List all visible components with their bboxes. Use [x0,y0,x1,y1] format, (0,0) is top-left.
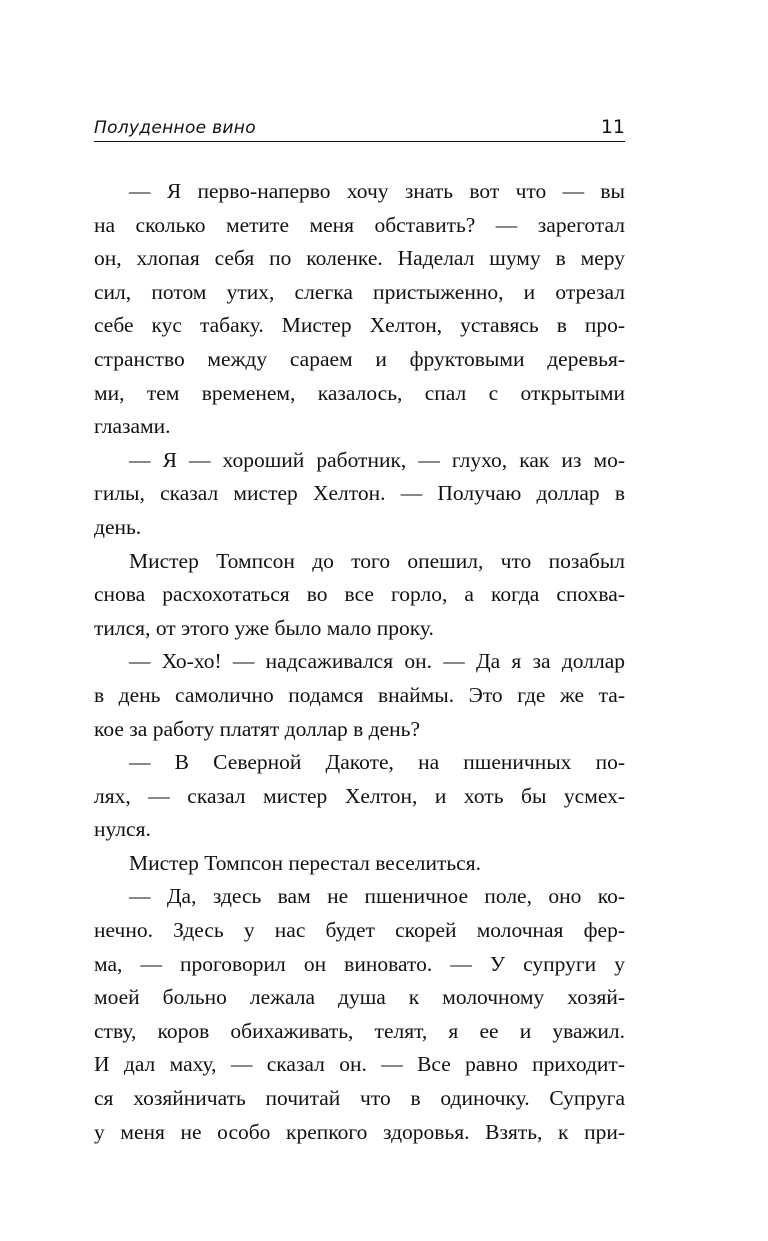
body-text [94,175,625,1149]
text-line: кое за работу платят доллар в день? [94,716,421,741]
paragraph [94,444,625,545]
page-number: 11 [600,116,625,138]
paragraph [94,545,625,646]
text-line: день. [94,514,142,539]
paragraph [94,645,625,746]
text-line: Мистер Томпсон перестал веселиться. [129,850,481,875]
paragraph [94,847,625,881]
text-line: странство между сараем и фруктовыми деревья- [94,346,625,371]
text-line: он, хлопая себя по коленке. Наделал шуму в меру [94,246,625,271]
text-line: на сколько метите меня обставить? — зареготал [94,212,625,237]
text-line: гилы, сказал мистер Хелтон. — Получаю доллар в [94,481,625,506]
text-line: — Да, здесь вам не пшеничное поле, оно ко- [129,884,625,909]
text-line: — Хо-хо! — надсаживался он. — Да я за доллар [129,649,625,674]
text-line: ма, — проговорил он виновато. — У супруги у [94,951,625,976]
text-line: Мистер Томпсон до того опешил, что позабыл [129,548,625,573]
paragraph [94,746,625,847]
text-line: — Я перво-наперво хочу знать вот что — вы [129,179,625,203]
text-line: тился, от этого уже было мало проку. [94,615,434,640]
text-line: нечно. Здесь у нас будет скорей молочная фер- [94,918,625,943]
text-line: снова расхохотаться во все горло, а когда спохва- [94,582,625,607]
text-line: ству, коров обихаживать, телят, я ее и уважил. [94,1018,625,1043]
paragraph [94,880,625,1149]
text-line: И дал маху, — сказал он. — Все равно приходит- [94,1052,625,1077]
text-line: себе кус табаку. Мистер Хелтон, уставясь в про- [94,313,625,338]
running-title: Полуденное вино [94,118,256,138]
text-line: — Я — хороший работник, — глухо, как из мо- [129,447,625,472]
text-line: ми, тем временем, казалось, спал с открытыми [94,380,625,405]
text-line: моей больно лежала душа к молочному хозяй- [94,985,625,1010]
text-line: лях, — сказал мистер Хелтон, и хоть бы усмех- [94,783,625,808]
book-page [94,110,625,1149]
text-line: у меня не особо крепкого здоровья. Взять, к при- [94,1119,625,1144]
text-line: нулся. [94,817,151,842]
paragraph [94,175,625,444]
text-line: — В Северной Дакоте, на пшеничных по- [129,750,625,775]
text-line: ся хозяйничать почитай что в одиночку. Супруга [94,1086,625,1111]
text-line: сил, потом утих, слегка пристыженно, и отрезал [94,279,625,304]
text-line: глазами. [94,414,171,439]
running-head [94,110,625,142]
text-line: в день самолично подамся внаймы. Это где же та- [94,682,625,707]
